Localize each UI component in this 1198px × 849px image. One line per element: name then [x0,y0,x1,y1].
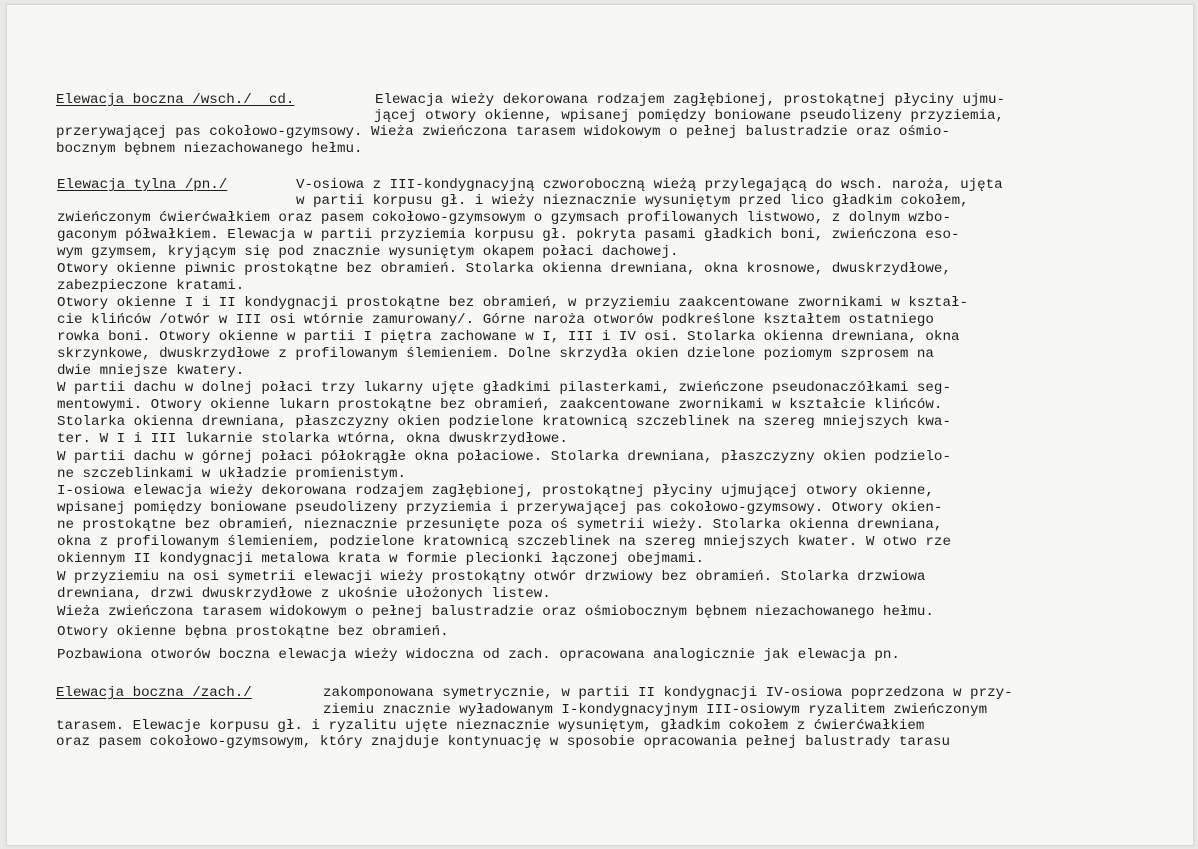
text-line: okiennym II kondygnacji metalowa krata w formie plecionki łączonej obejmami. [57,551,705,567]
text-line: jącej otwory okienne, wpisanej pomiędzy boniowane pseudolizeny przyziemia, [374,108,1005,124]
text-line: Otwory okienne I i II kondygnacji prostokątne bez obramień, w przyziemiu zaakcentowane zwornikami w kształ- [57,295,968,311]
text-line: Elewacja wieży dekorowana rodzajem zagłębionej, prostokątnej płyciny ujmu- [375,92,1006,108]
text-line: w partii korpusu gł. i wieży nieznacznie wysuniętym przed lico gładkim cokołem, [296,193,969,209]
text-line: cie klińców /otwór w III osi wtórnie zamurowany/. Górne naroża otworów podkreślone kształtem ostatniego [57,312,934,328]
text-line: mentowymi. Otwory okienne lukarn prostokątne bez obramień, zaakcentowane zwornikami w kształcie klińców. [57,397,943,413]
text-line: I-osiowa elewacja wieży dekorowana rodzajem zagłębionej, prostokątnej płyciny ujmującej otwory okienne, [57,483,934,499]
text-line: bocznym bębnem niezachowanego hełmu. [56,141,363,157]
text-line: Otwory okienne piwnic prostokątne bez obramień. Stolarka okienna drewniana, okna krosnowe, dwuskrzydłowe, [57,261,951,277]
text-line: ter. W I i III lukarnie stolarka wtórna, okna dwuskrzydłowe. [57,431,568,447]
text-line: drewniana, drzwi dwuskrzydłowe z ukośnie ułożonych listew. [57,586,551,602]
text-line: wym gzymsem, kryjącym się pod znacznie wysuniętym okapem połaci dachowej. [57,244,679,260]
text-line: W przyziemiu na osi symetrii elewacji wieży prostokątny otwór drzwiowy bez obramień. Stolarka drzwiowa [57,569,926,585]
text-line: ne prostokątne bez obramień, nieznacznie przesunięte poza oś symetrii wieży. Stolarka okienna drewniana, [57,517,943,533]
text-line: zakomponowana symetrycznie, w partii II kondygnacji IV-osiowa poprzedzona w przy- [323,685,1013,701]
text-line: W partii dachu w dolnej połaci trzy lukarny ujęte gładkimi pilasterkami, zwieńczone pseudonaczółkami seg- [57,380,951,396]
text-line: wpisanej pomiędzy boniowane pseudolizeny przyziemia i przerywającej pas cokołowo-gzymsowy. Otwory okien- [57,500,943,516]
text-line: ne szczeblinkami w układzie promienistym. [57,466,407,482]
text-line: oraz pasem cokołowo-gzymsowym, który znajduje kontynuację w sposobie opracowania pełnej balustrady tarasu [56,734,950,750]
text-line: gaconym półwałkiem. Elewacja w partii przyziemia korpusu gł. pokryta pasami gładkich boni, zwieńczona eso- [57,227,960,243]
text-line: dwie mniejsze kwatery. [57,363,245,379]
section-heading-west: Elewacja boczna /zach./ [56,685,252,701]
text-line: V-osiowa z III-kondygnacyjną czworoboczną wieżą przylegającą do wsch. naroża, ujęta [296,177,1003,193]
section-heading-east: Elewacja boczna /wsch./ cd. [56,92,295,108]
text-line: Otwory okienne bębna prostokątne bez obramień. [57,624,449,640]
text-line: tarasem. Elewacje korpusu gł. i ryzalitu ujęte nieznacznie wysuniętym, gładkim cokołem z ćwierćwałkiem [56,718,925,734]
text-line: Wieża zwieńczona tarasem widokowym o pełnej balustradzie oraz ośmiobocznym bębnem niezachowanego hełmu. [57,604,934,620]
text-line: skrzynkowe, dwuskrzydłowe z profilowanym ślemieniem. Dolne skrzydła okien dzielone poziomym szprosem na [57,346,934,362]
text-line: Pozbawiona otworów boczna elewacja wieży widoczna od zach. opracowana analogicznie jak elewacja pn. [57,647,900,663]
text-line: przerywającej pas cokołowo-gzymsowy. Wieża zwieńczona tarasem widokowym o pełnej balustradzie oraz ośmio- [56,124,950,140]
text-line: zabezpieczone kratami. [57,278,245,294]
section-heading-north: Elewacja tylna /pn./ [57,177,228,193]
text-line: ziemiu znacznie wyładowanym I-kondygnacyjnym III-osiowym ryzalitem zwieńczonym [323,702,988,718]
text-line: okna z profilowanym ślemieniem, podzielone kratownicą szczeblinek na szereg mniejszych kwater. W otwo rze [57,534,951,550]
text-line: W partii dachu w górnej połaci półokrągłe okna połaciowe. Stolarka drewniana, płaszczyzny okien podzielo- [57,449,951,465]
text-line: zwieńczonym ćwierćwałkiem oraz pasem cokołowo-gzymsowym o gzymsach profilowanych listwowo, z dolnym wzbo- [57,210,951,226]
text-line: rowka boni. Otwory okienne w partii I piętra zachowane w I, III i IV osi. Stolarka okienna drewniana, okna [57,329,960,345]
text-line: Stolarka okienna drewniana, płaszczyzny okien podzielone kratownicą szczeblinek na szereg mniejszych kwa- [57,414,951,430]
